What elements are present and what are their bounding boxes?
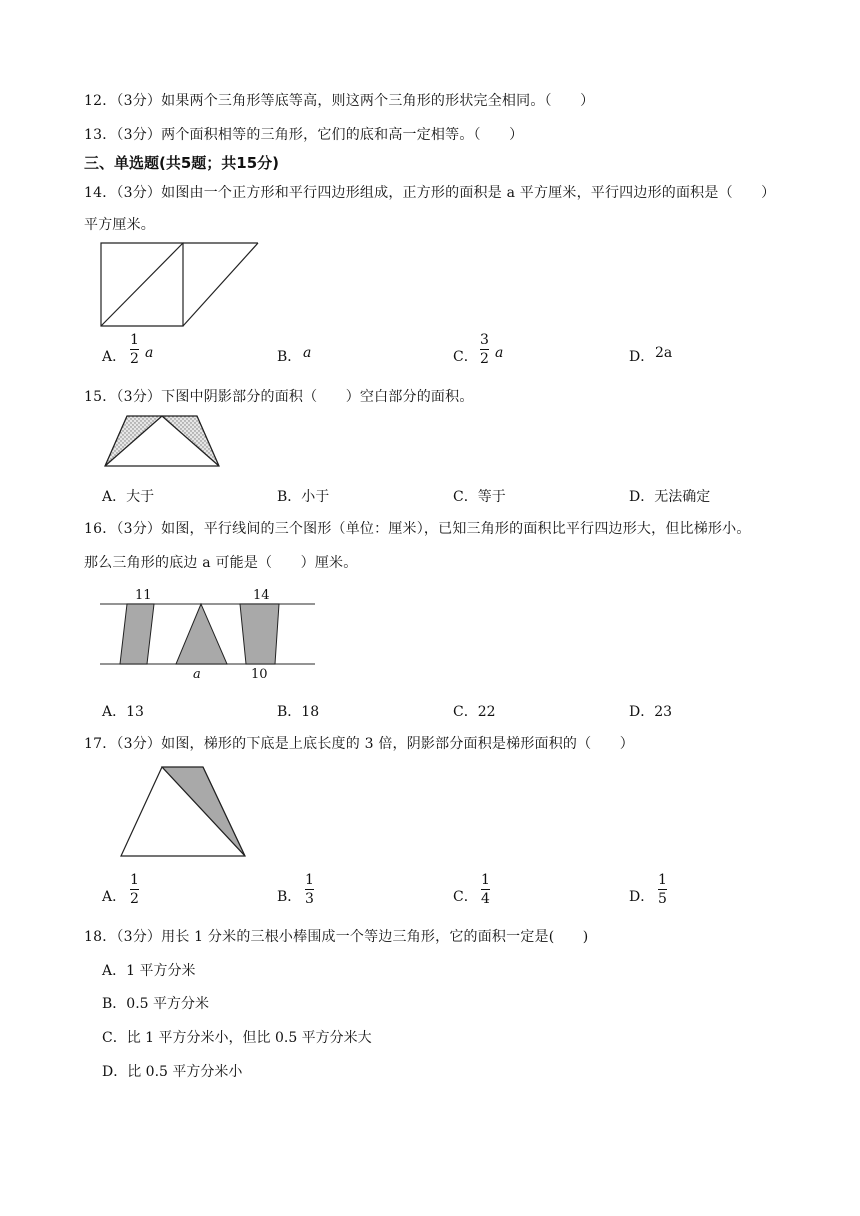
q16-option-a: A．13 bbox=[102, 704, 144, 720]
section-heading: 三、单选题(共5题；共15分) bbox=[84, 154, 280, 172]
question-13: 13．（3分）两个面积相等的三角形，它们的底和高一定相等。（ ） bbox=[84, 127, 524, 143]
q18-option-b: B．0.5 平方分米 bbox=[102, 996, 210, 1012]
label-14: 14 bbox=[253, 588, 270, 603]
q17-option-c-fraction bbox=[481, 872, 490, 907]
parallelogram-shape bbox=[120, 604, 154, 664]
q17-option-a-fraction bbox=[130, 872, 139, 907]
q14-option-c-variable: a bbox=[495, 345, 504, 361]
q15-option-d: D．无法确定 bbox=[629, 489, 711, 505]
label-11: 11 bbox=[135, 588, 152, 603]
fraction-bar bbox=[658, 889, 667, 890]
triangle-shape bbox=[176, 604, 227, 664]
trapezoid-shape bbox=[240, 604, 279, 664]
q14-option-a-label: A． bbox=[102, 349, 127, 365]
fraction-bar bbox=[480, 349, 489, 350]
q14-figure bbox=[96, 238, 266, 333]
q14-option-a-variable: a bbox=[145, 345, 154, 361]
q18-option-d: D．比 0.5 平方分米小 bbox=[102, 1064, 243, 1080]
fraction-numerator: 1 bbox=[130, 332, 139, 348]
question-17: 17．（3分）如图，梯形的下底是上底长度的 3 倍，阴影部分面积是梯形面积的（ ） bbox=[84, 736, 634, 752]
q15-option-c: C．等于 bbox=[453, 489, 506, 505]
label-a: a bbox=[193, 667, 201, 682]
fraction-denominator: 5 bbox=[658, 891, 667, 907]
fraction-numerator: 1 bbox=[658, 872, 667, 888]
fraction-denominator: 4 bbox=[481, 891, 490, 907]
q17-option-a-label: A． bbox=[102, 889, 127, 905]
q16-option-b: B．18 bbox=[277, 704, 320, 720]
q18-option-a: A．1 平方分米 bbox=[102, 963, 196, 979]
q17-option-d-label: D． bbox=[629, 889, 655, 905]
label-10: 10 bbox=[251, 667, 268, 682]
q14-option-d-label: D． bbox=[629, 349, 655, 365]
q15-option-a: A．大于 bbox=[102, 489, 155, 505]
fraction-denominator: 2 bbox=[480, 351, 489, 367]
parallelogram-side bbox=[183, 243, 258, 326]
q14-option-c-fraction bbox=[480, 332, 489, 367]
fraction-denominator: 3 bbox=[305, 891, 314, 907]
q14-option-d-text: 2a bbox=[655, 345, 673, 361]
question-18: 18．（3分）用长 1 分米的三根小棒围成一个等边三角形，它的面积一定是( ) bbox=[84, 929, 589, 945]
q14-option-b-label: B． bbox=[277, 349, 302, 365]
q18-option-c: C．比 1 平方分米小，但比 0.5 平方分米大 bbox=[102, 1030, 372, 1046]
q16-option-c: C．22 bbox=[453, 704, 496, 720]
q16-figure bbox=[100, 584, 318, 684]
question-16-continued: 那么三角形的底边 a 可能是（ ）厘米。 bbox=[84, 555, 358, 571]
fraction-bar bbox=[130, 349, 139, 350]
q17-option-c-label: C． bbox=[453, 889, 478, 905]
question-16: 16．（3分）如图，平行线间的三个图形（单位：厘米），已知三角形的面积比平行四边形大，但比梯形小。 bbox=[84, 521, 751, 537]
fraction-numerator: 1 bbox=[305, 872, 314, 888]
question-14-continued: 平方厘米。 bbox=[84, 217, 155, 233]
fraction-bar bbox=[305, 889, 314, 890]
q14-option-a-fraction bbox=[130, 332, 139, 367]
question-12: 12．（3分）如果两个三角形等底等高，则这两个三角形的形状完全相同。（ ） bbox=[84, 93, 595, 109]
fraction-numerator: 1 bbox=[481, 872, 490, 888]
q17-figure bbox=[118, 764, 250, 860]
fraction-bar bbox=[481, 889, 490, 890]
square-diagonal bbox=[101, 243, 183, 326]
q16-option-d: D．23 bbox=[629, 704, 673, 720]
q15-option-b: B．小于 bbox=[277, 489, 330, 505]
fraction-numerator: 1 bbox=[130, 872, 139, 888]
q17-option-b-label: B． bbox=[277, 889, 302, 905]
fraction-numerator: 3 bbox=[480, 332, 489, 348]
q17-option-d-fraction bbox=[658, 872, 667, 907]
q14-option-c-label: C． bbox=[453, 349, 478, 365]
q15-figure bbox=[100, 412, 225, 472]
fraction-bar bbox=[130, 889, 139, 890]
fraction-denominator: 2 bbox=[130, 351, 139, 367]
q14-option-b-text: a bbox=[303, 345, 312, 361]
question-15: 15．（3分）下图中阴影部分的面积（ ）空白部分的面积。 bbox=[84, 389, 474, 405]
question-14: 14．（3分）如图由一个正方形和平行四边形组成，正方形的面积是 a 平方厘米，平行四边形的面积是（ ） bbox=[84, 185, 776, 201]
q17-option-b-fraction bbox=[305, 872, 314, 907]
fraction-denominator: 2 bbox=[130, 891, 139, 907]
